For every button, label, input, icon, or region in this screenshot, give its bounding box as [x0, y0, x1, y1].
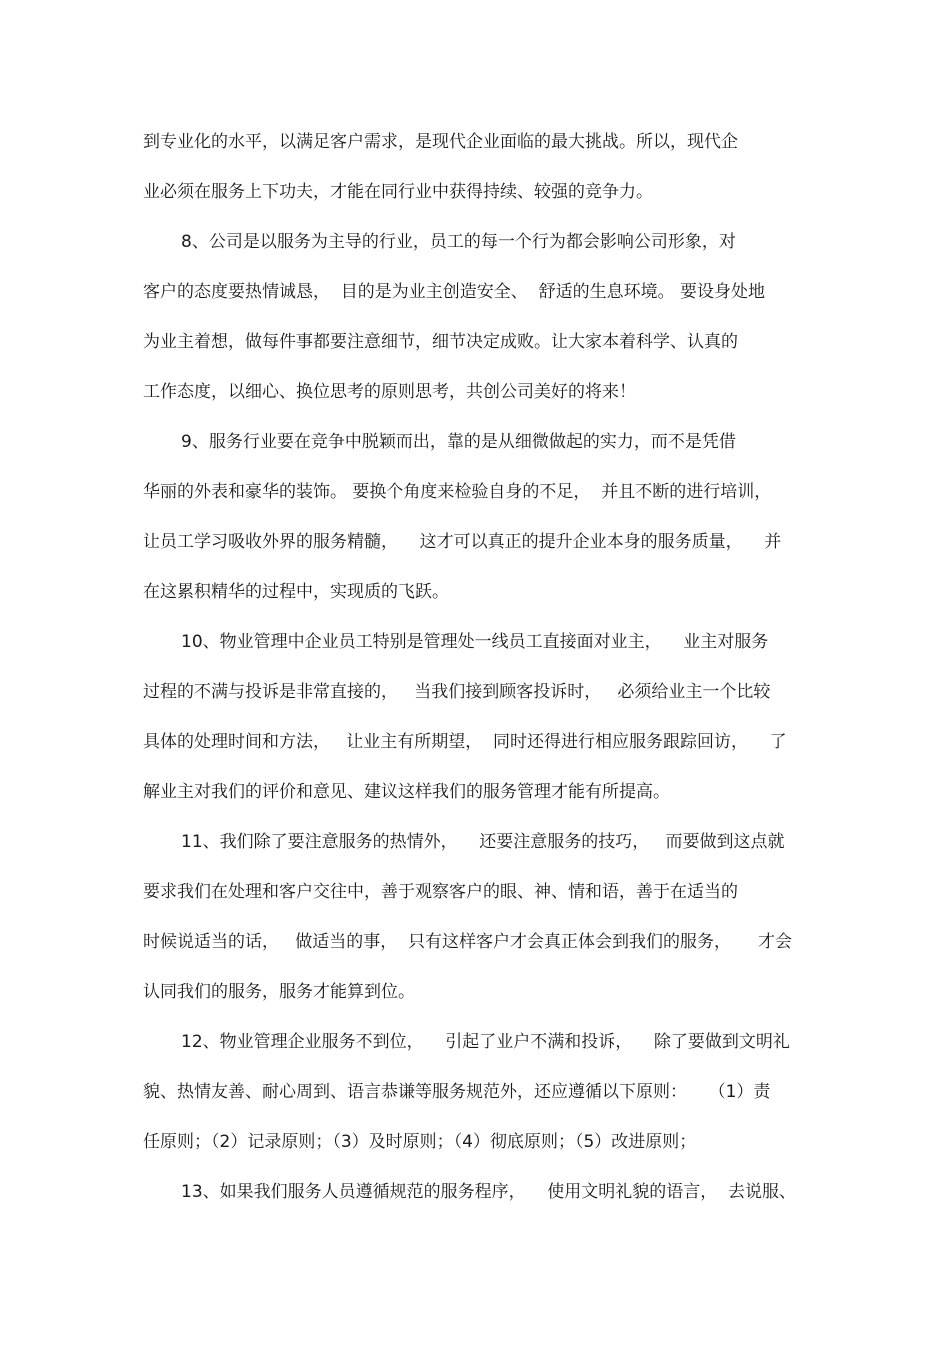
- paragraph-10-start: 10、物业管理中企业员工特别是管理处一线员工直接面对业主， 业主对服务: [181, 632, 769, 652]
- text-line: 为业主着想，做每件事都要注意细节，细节决定成败。让大家本着科学、认真的: [143, 332, 738, 352]
- paragraph-11-start: 11、我们除了要注意服务的热情外， 还要注意服务的技巧， 而要做到这点就: [181, 832, 785, 852]
- text-line: 具体的处理时间和方法， 让业主有所期望， 同时还得进行相应服务跟踪回访， 了: [143, 732, 787, 752]
- paragraph-8-start: 8、公司是以服务为主导的行业，员工的每一个行为都会影响公司形象，对: [181, 232, 736, 252]
- text-line: 到专业化的水平，以满足客户需求，是现代企业面临的最大挑战。所以，现代企: [143, 132, 738, 152]
- paragraph-12-start: 12、物业管理企业服务不到位， 引起了业户不满和投诉， 除了要做到文明礼: [181, 1032, 790, 1052]
- text-line: 业必须在服务上下功夫，才能在同行业中获得持续、较强的竞争力。: [143, 182, 653, 202]
- text-line: 貌、热情友善、耐心周到、语言恭谦等服务规范外，还应遵循以下原则： （1）责: [143, 1082, 771, 1102]
- paragraph-9-start: 9、服务行业要在竞争中脱颖而出，靠的是从细微做起的实力，而不是凭借: [181, 432, 736, 452]
- text-line: 工作态度，以细心、换位思考的原则思考，共创公司美好的将来！: [143, 382, 636, 402]
- text-line: 任原则；（2）记录原则；（3）及时原则；（4）彻底原则；（5）改进原则；: [143, 1132, 697, 1152]
- text-line: 让员工学习吸收外界的服务精髓， 这才可以真正的提升企业本身的服务质量， 并: [143, 532, 782, 552]
- text-line: 客户的态度要热情诚恳， 目的是为业主创造安全、 舒适的生息环境。 要设身处地: [143, 282, 766, 302]
- text-line: 在这累积精华的过程中，实现质的飞跃。: [143, 582, 449, 602]
- text-line: 解业主对我们的评价和意见、建议这样我们的服务管理才能有所提高。: [143, 782, 670, 802]
- text-line: 时候说适当的话， 做适当的事， 只有这样客户才会真正体会到我们的服务， 才会: [143, 932, 793, 952]
- text-line: 华丽的外表和豪华的装饰。 要换个角度来检验自身的不足， 并且不断的进行培训，: [143, 482, 772, 502]
- text-line: 过程的不满与投诉是非常直接的， 当我们接到顾客投诉时， 必须给业主一个比较: [143, 682, 771, 702]
- text-line: 要求我们在处理和客户交往中，善于观察客户的眼、神、情和语，善于在适当的: [143, 882, 738, 902]
- text-line: 认同我们的服务，服务才能算到位。: [143, 982, 415, 1002]
- paragraph-13-start: 13、如果我们服务人员遵循规范的服务程序， 使用文明礼貌的语言， 去说服、: [181, 1182, 797, 1202]
